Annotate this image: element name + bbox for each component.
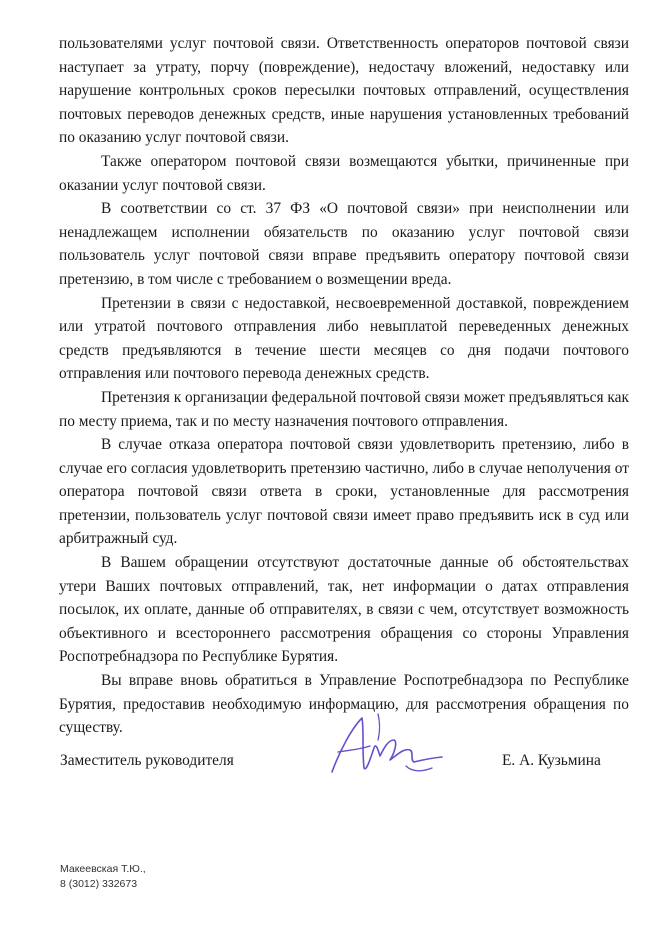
executor-phone: 8 (3012) 332673 — [60, 878, 138, 890]
paragraph-claim-place: Претензия к организации федеральной почтовой связи может предъявляться как по месту приема, так и по месту назначения почтового отправления. — [59, 388, 629, 430]
paragraph-damages: Также оператором почтовой связи возмещаются убытки, причиненные при оказании услуг почтовой связи. — [59, 152, 629, 194]
handwritten-signature — [318, 710, 448, 788]
letter-body — [59, 32, 629, 740]
paragraph-insufficient-data: В Вашем обращении отсутствуют достаточные данные об обстоятельствах утери Ваших почтовых отправлений, так, нет информации о датах отправления посылок, их оплате, данные об отправителях, в связи с чем, отсутствует возможность объективного и всестороннего рассмотрения обращения со стороны Управления Роспотребнадзора по Республике Бурятия. — [59, 554, 629, 666]
paragraph-claims-deadline: Претензии в связи с недоставкой, несвоевременной доставкой, повреждением или утратой почтового отправления либо невыплатой переведенных денежных средств предъявляются в течение шести месяцев со дня подачи почтового отправления или почтового перевода денежных средств. — [59, 294, 629, 383]
signatory-position: Заместитель руководителя — [60, 752, 234, 769]
paragraph-court: В случае отказа оператора почтовой связи удовлетворить претензию, либо в случае его согласия удовлетворить претензию частично, либо в случае неполучения от оператора почтовой связи ответа в сроки, установленные для рассмотрения претензии, пользователь услуг почтовой связи имеет право предъявить иск в суд или арбитражный суд. — [59, 436, 629, 548]
signatory-name: Е. А. Кузьмина — [502, 752, 601, 769]
executor-name: Макеевская Т.Ю., — [60, 863, 146, 875]
paragraph-law-article: В соответствии со ст. 37 ФЗ «О почтовой связи» при неисполнении или ненадлежащем исполнении обязательств по оказанию услуг почтовой связи пользователь услуг почтовой связи вправе предъявить оператору почтовой связи претензию, в том числе с требованием о возмещении вреда. — [59, 200, 629, 288]
signature-stroke — [332, 718, 442, 772]
signature-stroke — [378, 714, 432, 771]
executor-info — [60, 862, 146, 892]
paragraph-reapply: Вы вправе вновь обратиться в Управление Роспотребнадзора по Республике Бурятия, предоставив необходимую информацию, для рассмотрения обращения по существу. — [59, 672, 629, 737]
paragraph-liability: пользователями услуг почтовой связи. Ответственность операторов почтовой связи наступает за утрату, порчу (повреждение), недостачу вложений, недоставку или нарушение контрольных сроков пересылки почтовых отправлений, осуществления почтовых переводов денежных средств, иные нарушения установленных требований по оказанию услуг почтовой связи. — [59, 35, 629, 147]
